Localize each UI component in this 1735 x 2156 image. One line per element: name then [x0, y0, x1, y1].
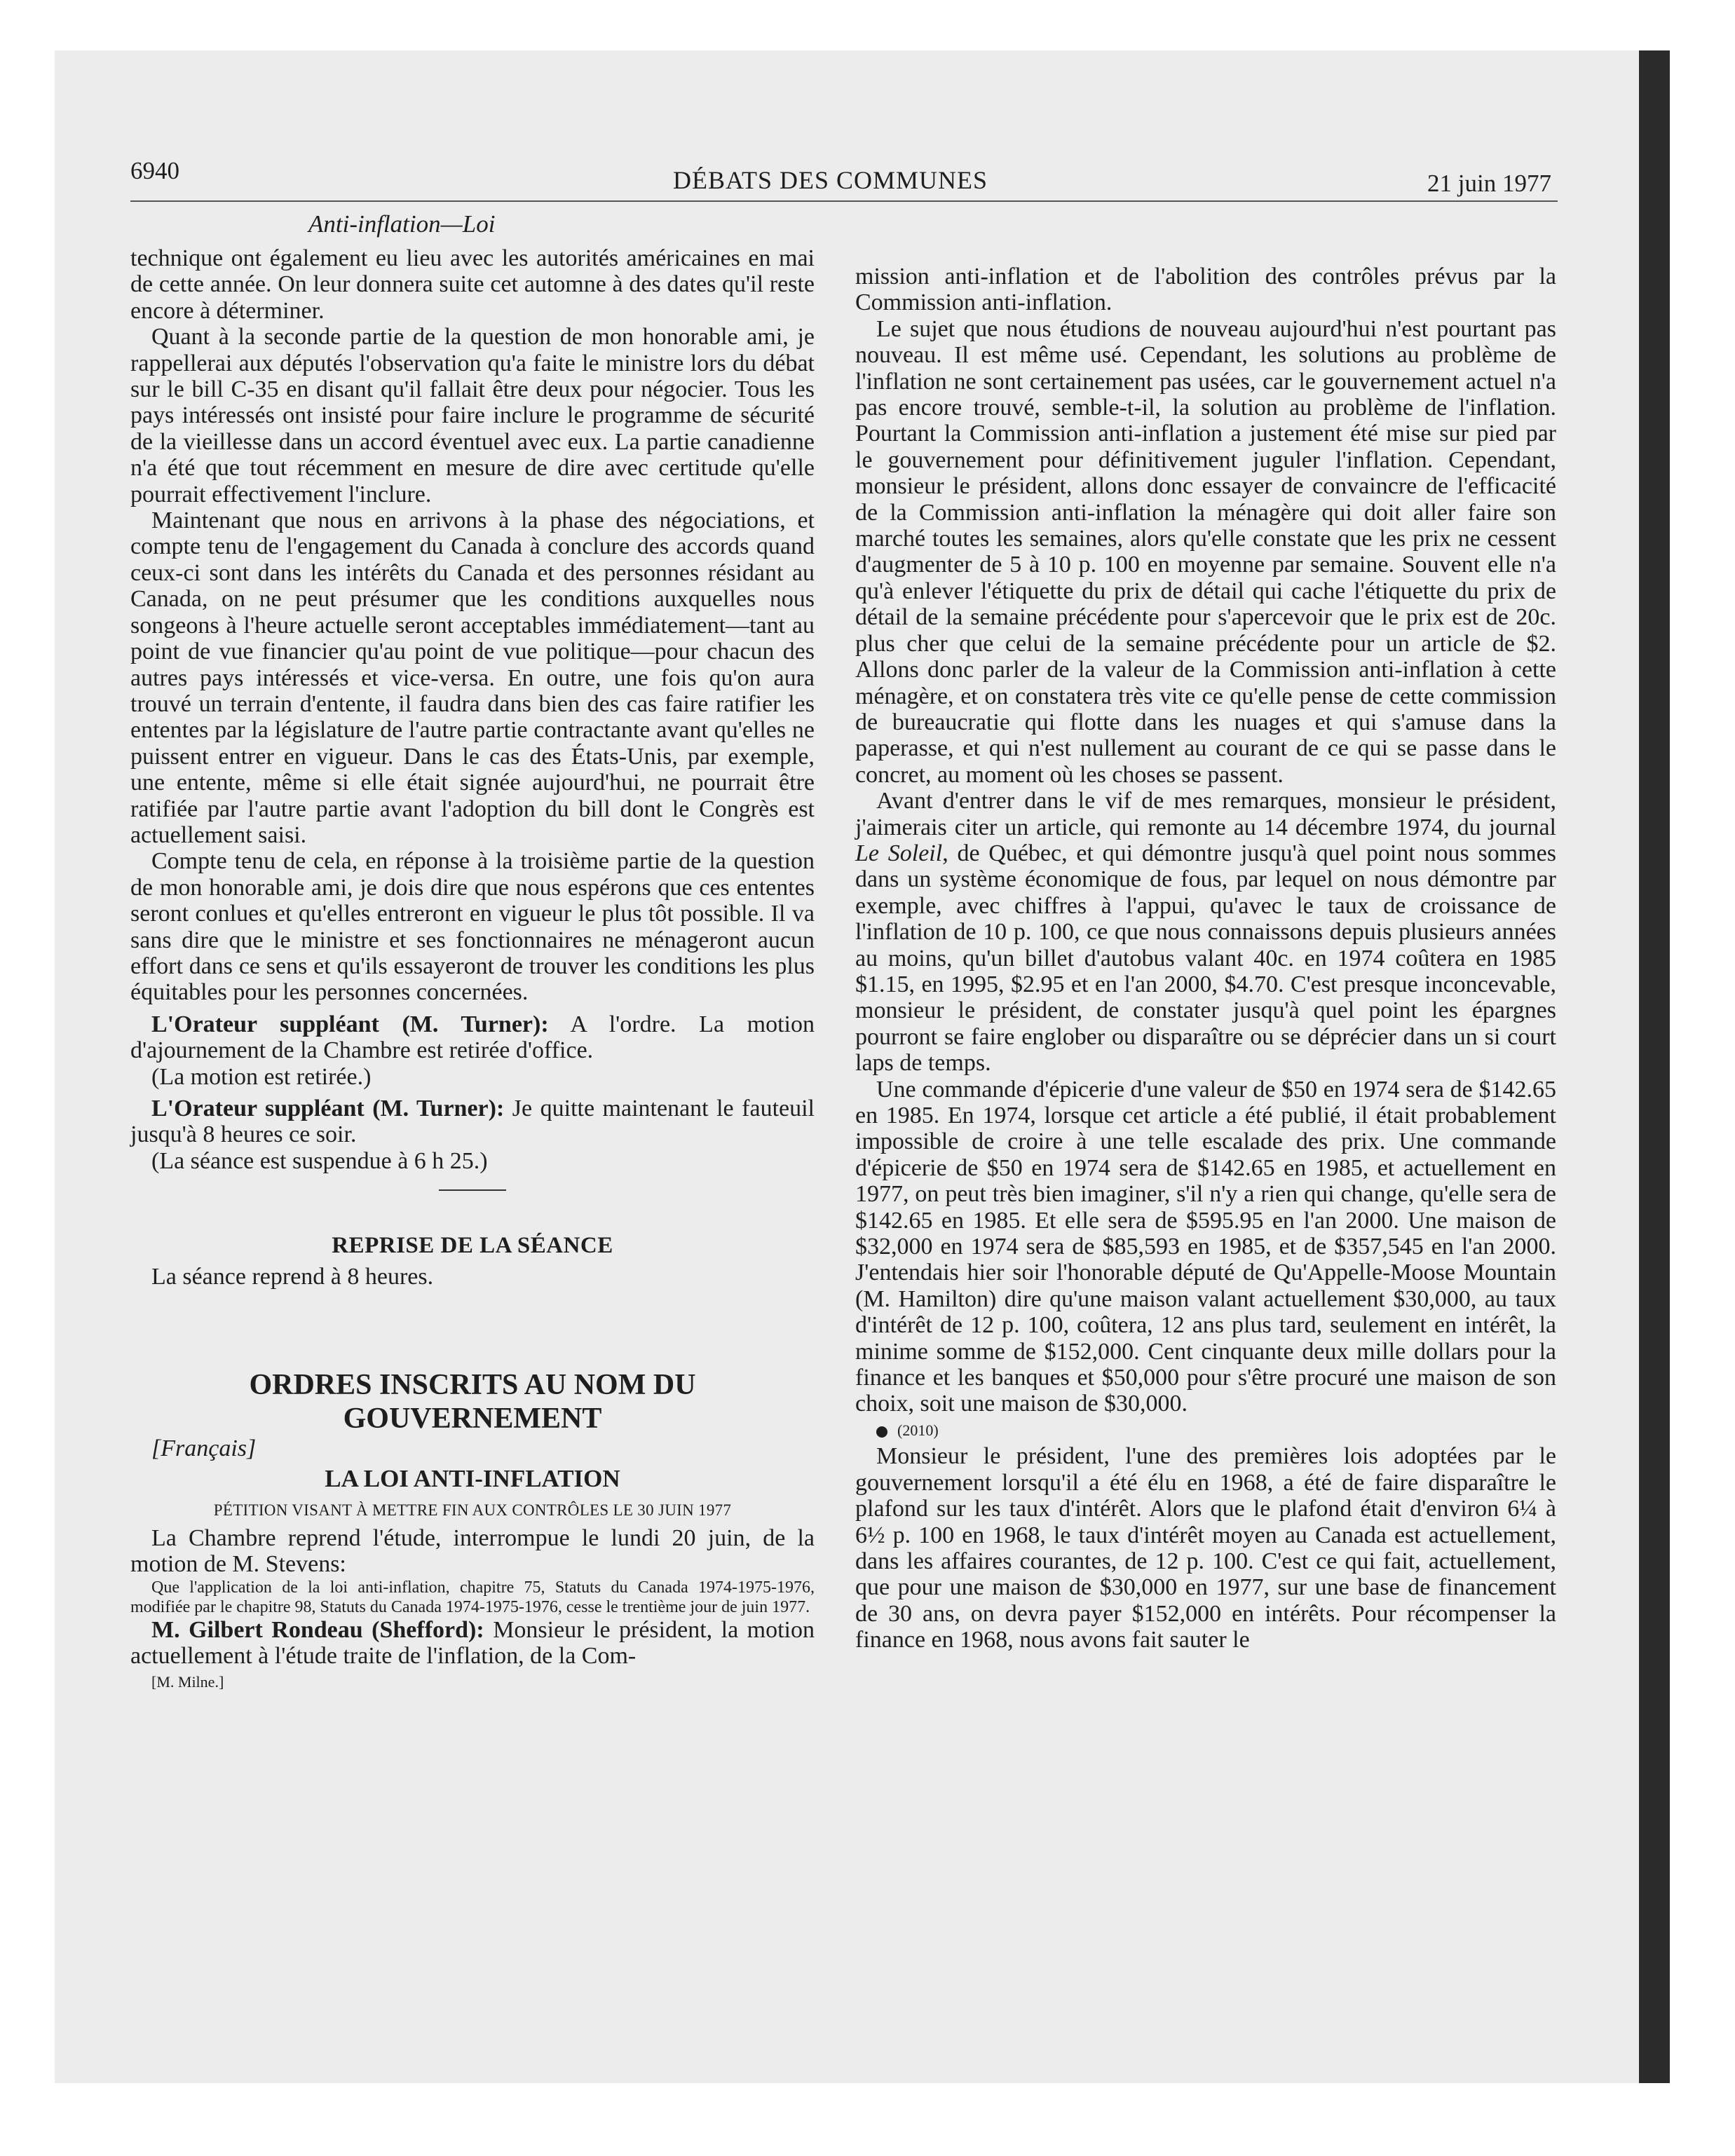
- time-marker: [855, 1417, 1556, 1443]
- section-heading: ORDRES INSCRITS AU NOM DU GOUVERNEMENT: [249, 1369, 696, 1435]
- paragraph: La séance reprend à 8 heures.: [151, 1263, 434, 1290]
- paragraph: La Chambre reprend l'étude, interrompue le lundi 20 juin, de la motion de M. Stevens:: [130, 1524, 815, 1578]
- paragraph: [855, 788, 1556, 1076]
- speech-turner-1: [130, 1011, 815, 1064]
- subsection-heading: LA LOI ANTI-INFLATION: [325, 1465, 620, 1493]
- paragraph: Quant à la seconde partie de la question de mon honorable ami, je rappellerai aux députés l'observation qu'a faite le ministre lors du débat sur le bill C-35 en disant qu'il fallait être deux pour négocier. Tous les pays intéressés ont insisté pour faire inclure le programme de sécurité de la vieillesse dans un accord éventuel avec eux. La partie canadienne n'a été que tout récemment en mesure de dire avec certitude qu'elle pourrait effectivement l'inclure.: [130, 324, 815, 507]
- publication-title: DÉBATS DES COMMUNES: [673, 166, 988, 194]
- page-number: 6940: [130, 157, 179, 184]
- paragraph: mission anti-inflation et de l'abolition des contrôles prévus par la Commission anti-inflation.: [855, 264, 1556, 316]
- procedural-note: (La séance est suspendue à 6 h 25.): [151, 1147, 488, 1174]
- speaker-label: L'Orateur suppléant (M. Turner):: [151, 1011, 549, 1037]
- speaker-label: M. Gilbert Rondeau (Shefford):: [151, 1616, 484, 1643]
- section-heading: REPRISE DE LA SÉANCE: [332, 1233, 613, 1259]
- paragraph: Compte tenu de cela, en réponse à la troisième partie de la question de mon honorable ami, je dois dire que nous espérons que ces ententes seront conlues et qu'elles entreront en vigueur le plus tôt possible. Il va sans dire que le ministre et ses fonctionnaires ne ménageront aucun effort dans ce sens et qu'ils essayeront de trouver les conditions les plus équitables pour les personnes concernées.: [130, 848, 815, 1006]
- paragraph: Le sujet que nous étudions de nouveau aujourd'hui n'est pourtant pas nouveau. Il est même usé. Cependant, les solutions au problème de l'inflation ne sont certainement pas usées, car le gouvernement actuel n'a pas encore trouvé, semble-t-il, la solution au problème de l'inflation. Pourtant la Commission anti-inflation a justement été mise sur pied par le gouvernement pour définitivement juguler l'inflation. Cependant, monsieur le président, allons donc essayer de convaincre de l'efficacité de la Commission anti-inflation la ménagère qui doit aller faire son marché toutes les semaines, alors qu'elle constate que les prix ne cessent d'augmenter de 5 à 10 p. 100 en moyenne par semaine. Souvent elle n'a qu'à enlever l'étiquette du prix de détail qui cache l'étiquette du prix de détail de la semaine précédente pour s'apercevoir que le prix est de 20c. plus cher que celui de la semaine précédente pour un article de $2. Allons donc parler de la valeur de la Commission anti-inflation à cette ménagère, et on constatera très vite ce qu'elle pense de cette commission de bureaucratie qui flotte dans les nuages et qui s'amuse dans la paperasse, et qui n'est nullement au courant de ce qui se passe dans le concret, au moment où les choses se passent.: [855, 315, 1556, 788]
- text-run: , de Québec, et qui démontre jusqu'à quel point nous sommes dans un système économique de fous, par lequel on nous démontre par exemple, avec chiffres à l'appui, qu'avec le taux de croissance de l'inflation de 10 p. 100, ce que nous connaissons depuis plusieurs années au moins, qu'un billet d'autobus valant 40c. en 1974 coûtera en 1985 $1.15, en 1995, $2.95 et en l'an 2000, $4.70. C'est presque inconcevable, monsieur le président, de constater jusqu'à quel point les épargnes pourront se faire englober ou disparaître ou se déprécier dans un si court laps de temps.: [855, 840, 1556, 1077]
- bullet-icon: [876, 1426, 887, 1438]
- petition-heading: PÉTITION VISANT À METTRE FIN AUX CONTRÔLES LE 30 JUIN 1977: [213, 1501, 732, 1519]
- binding-edge: [1639, 50, 1670, 2083]
- text-run: Avant d'entrer dans le vif de mes remarques, monsieur le président, j'aimerais citer un article, qui remonte au 14 décembre 1974, du journal: [855, 788, 1556, 840]
- paragraph: Monsieur le président, l'une des premières lois adoptées par le gouvernement lorsqu'il a été élu en 1968, a été de faire disparaître le plafond sur les taux d'intérêt. Alors que le plafond était d'environ 6¼ à 6½ p. 100 en 1968, le taux d'intérêt moyen au Canada est actuellement, dans les affaires courantes, de 12 p. 100. C'est ce qui fait, actuellement, que pour une maison de $30,000 en 1977, sur une base de financement de 30 ans, on devra payer $152,000 en intérêts. Pour récompenser la finance en 1968, nous avons fait sauter le: [855, 1443, 1556, 1653]
- speech-text: A l'ordre. La motion d'ajournement de la Chambre est retirée d'office.: [130, 1011, 815, 1064]
- header-rule: [130, 200, 1558, 202]
- procedural-note: (La motion est retirée.): [151, 1063, 372, 1090]
- page-date: 21 juin 1977: [1427, 170, 1551, 197]
- newspaper-title: Le Soleil: [855, 840, 943, 866]
- speech-text: Je quitte maintenant le fauteuil jusqu'à 8 heures ce soir.: [130, 1096, 815, 1148]
- time-marker-text: (2010): [897, 1421, 939, 1439]
- speech-text: Monsieur le président, la motion actuellement à l'étude traite de l'inflation, de la Com-: [130, 1616, 815, 1670]
- language-tag: [Français]: [151, 1435, 257, 1462]
- left-column: [130, 245, 815, 1696]
- speaker-label: L'Orateur suppléant (M. Turner):: [151, 1096, 505, 1121]
- running-title: Anti-inflation—Loi: [308, 210, 496, 238]
- paragraph: Une commande d'épicerie d'une valeur de $50 en 1974 sera de $142.65 en 1985. En 1974, lorsque cet article a été publié, il était probablement impossible de croire à une telle escalade des prix. Une commande d'épicerie de $50 en 1974 sera de $142.65 en 1985, et actuellement en 1977, on peut très bien imaginer, s'il n'y a rien qui change, qu'elle sera de $142.65 en 1985. Et elle sera de $595.95 en l'an 2000. Une maison de $32,000 en 1974 sera de $85,593 en 1985, et de $357,545 en l'an 2000. J'entendais hier soir l'honorable député de Qu'Appelle-Moose Mountain (M. Hamilton) dire qu'une maison valant actuellement $30,000, au taux d'intérêt de 12 p. 100, coûtera, 12 ans plus tard, seulement en intérêt, la minime somme de $152,000. Cent cinquante deux mille dollars pour la finance et les banques et $50,000 pour s'être procuré une maison de son choix, soit une maison de $30,000.: [855, 1076, 1556, 1417]
- signature: [M. Milne.]: [151, 1673, 224, 1691]
- right-column: [855, 264, 1556, 1653]
- motion-quote: Que l'application de la loi anti-inflation, chapitre 75, Statuts du Canada 1974-1975-1976, modifiée par le chapitre 98, Statuts du Canada 1974-1975-1976, cesse le trentième jour de juin 1977.: [130, 1578, 815, 1616]
- paragraph: Maintenant que nous en arrivons à la phase des négociations, et compte tenu de l'engagement du Canada à conclure des accords quand ceux-ci sont dans les intérêts du Canada et des personnes résidant au Canada, on ne peut présumer que les conditions auxquelles nous songeons à l'heure actuelle seront acceptables immédiatement—tant au point de vue financier qu'au point de vue politique—pour chacun des autres pays intéressés et vice-versa. En outre, une fois qu'on aura trouvé un terrain d'entente, il faudra dans bien des cas faire ratifier les ententes par la législature de l'autre partie contractante avant qu'elles ne puissent entrer en vigueur. Dans le cas des États-Unis, par exemple, une entente, même si elle était signée aujourd'hui, ne pourrait être ratifiée par l'autre partie avant l'adoption du bill dont le Congrès est actuellement saisi.: [130, 507, 815, 848]
- paragraph: technique ont également eu lieu avec les autorités américaines en mai de cette année. On leur donnera suite cet automne à des dates qu'il reste encore à déterminer.: [130, 245, 815, 324]
- speech-rondeau: [130, 1617, 815, 1670]
- speech-turner-2: [130, 1096, 815, 1148]
- section-divider: [439, 1189, 506, 1191]
